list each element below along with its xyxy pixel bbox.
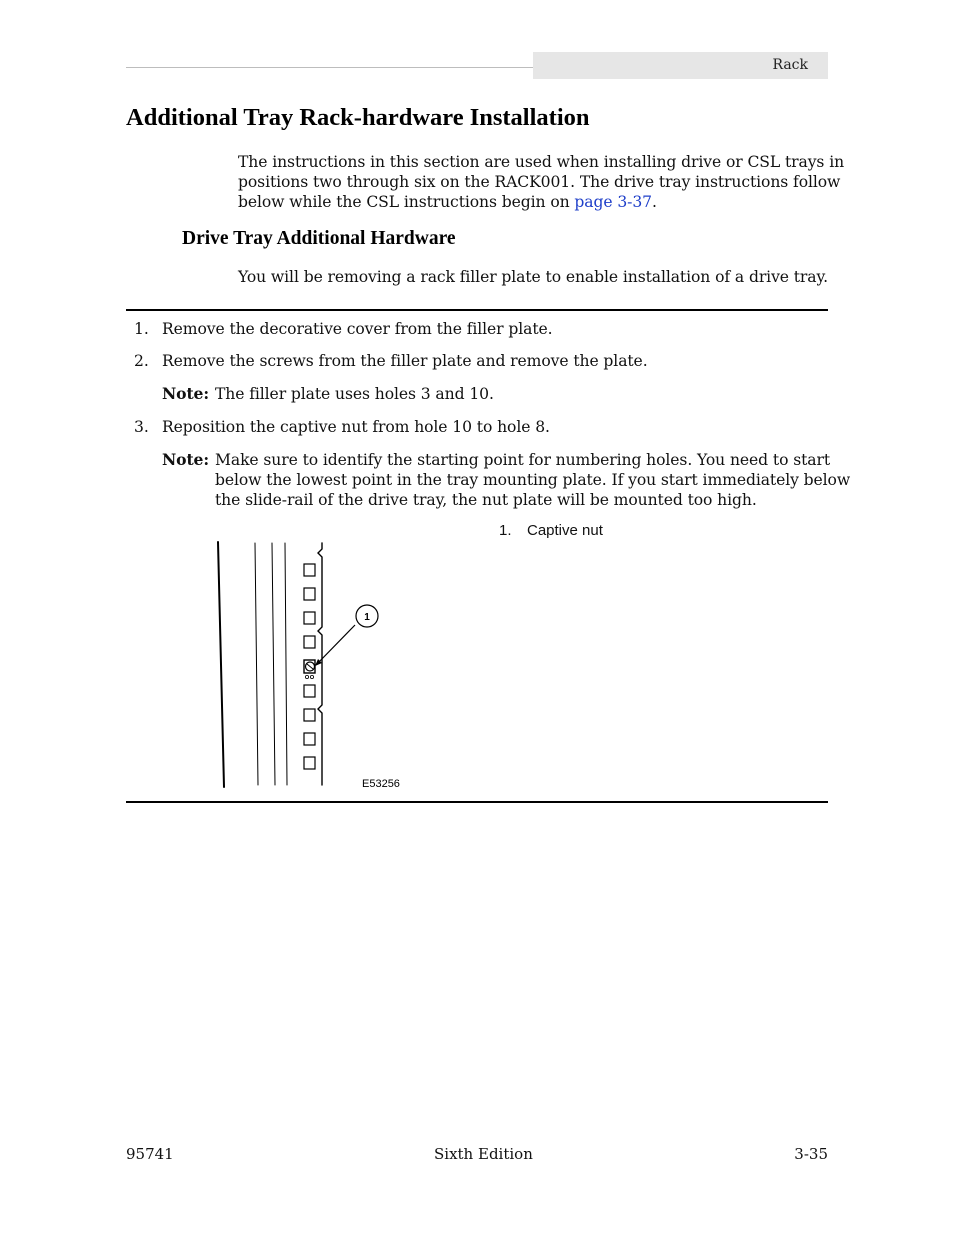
rail-hole bbox=[304, 588, 315, 600]
running-header: Rack bbox=[533, 52, 828, 79]
note-text-line: Make sure to identify the starting point for numbering holes. You need to start bbox=[215, 451, 831, 469]
intro-line-2: positions two through six on the RACK001. The drive tray instructions follow bbox=[238, 173, 841, 191]
subheading: Drive Tray Additional Hardware bbox=[182, 228, 456, 249]
intro-line-3-end: . bbox=[652, 193, 657, 211]
rack-rail-figure bbox=[205, 535, 425, 795]
note-text-line: the slide-rail of the drive tray, the nut plate will be mounted too high. bbox=[215, 491, 757, 509]
rail-edge-line bbox=[218, 542, 224, 787]
note-label: Note: bbox=[162, 450, 210, 469]
intro-line-3-text: below while the CSL instructions begin on bbox=[238, 193, 575, 211]
page-title: Additional Tray Rack-hardware Installation bbox=[126, 104, 590, 131]
rail-hole bbox=[304, 757, 315, 769]
step-number: 3. bbox=[134, 418, 149, 436]
rail-hole bbox=[304, 709, 315, 721]
rail-line bbox=[255, 543, 258, 785]
intro-line-3 bbox=[238, 192, 818, 212]
callout-legend bbox=[499, 522, 603, 539]
intro-paragraph bbox=[238, 152, 845, 212]
note-text-line: below the lowest point in the tray mounting plate. If you start immediately below bbox=[215, 471, 851, 489]
subheading-intro: You will be removing a rack filler plate to enable installation of a drive tray. bbox=[238, 268, 828, 286]
callout-marker: 1 bbox=[364, 612, 370, 623]
step-text: Remove the screws from the filler plate and remove the plate. bbox=[162, 352, 648, 370]
rail-hole bbox=[304, 685, 315, 697]
captive-nut bbox=[304, 660, 315, 679]
footer-doc-number: 95741 bbox=[126, 1145, 174, 1163]
callout-number: 1. bbox=[499, 522, 512, 539]
step-number: 2. bbox=[134, 352, 149, 370]
rail-hole bbox=[304, 636, 315, 648]
procedure-bottom-rule bbox=[126, 801, 828, 803]
note-text: The filler plate uses holes 3 and 10. bbox=[215, 385, 494, 403]
footer-page-number: 3-35 bbox=[794, 1145, 828, 1163]
header-rule bbox=[126, 67, 534, 68]
figure-id: E53256 bbox=[362, 778, 400, 790]
rail-line bbox=[272, 543, 275, 785]
step-text: Remove the decorative cover from the filler plate. bbox=[162, 320, 553, 338]
rail-hole bbox=[304, 564, 315, 576]
step-number: 1. bbox=[134, 320, 149, 338]
rail-hole bbox=[304, 733, 315, 745]
footer-edition: Sixth Edition bbox=[434, 1145, 533, 1163]
procedure-top-rule bbox=[126, 309, 828, 311]
page-link[interactable]: page 3-37 bbox=[574, 193, 652, 211]
rail-hole bbox=[304, 612, 315, 624]
rail-line bbox=[285, 543, 287, 785]
note-label: Note: bbox=[162, 384, 210, 403]
callout-text: Captive nut bbox=[527, 522, 603, 539]
step-text: Reposition the captive nut from hole 10 to hole 8. bbox=[162, 418, 550, 436]
intro-line-1: The instructions in this section are used when installing drive or CSL trays in bbox=[238, 153, 845, 171]
